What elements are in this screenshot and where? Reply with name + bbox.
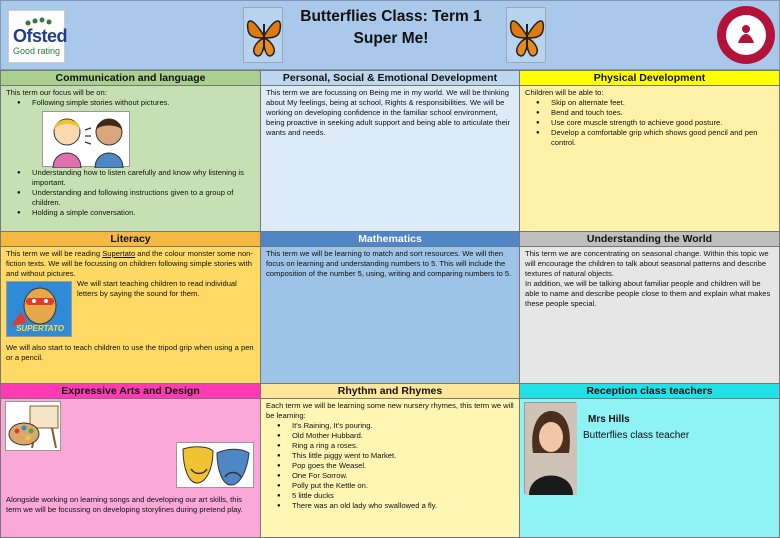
section-text-2: In addition, we will be talking about familiar people and children will be able to name and describe people close to them and explain what makes these people special. <box>525 279 771 308</box>
drama-masks-image <box>176 442 254 488</box>
section-title: Mathematics <box>261 232 519 247</box>
world-section <box>519 231 780 384</box>
list-item: ● Understanding and following instructions given to a group of children. <box>6 188 255 208</box>
drama-masks-icon <box>177 443 255 489</box>
section-title: Literacy <box>1 232 260 247</box>
section-text: Alongside working on learning songs and developing our art skills, this term we will be focussing on developing storylines during pretend play. <box>6 495 243 514</box>
list-item: ● Use core muscle strength to achieve good posture. <box>525 118 774 128</box>
arts-section <box>0 383 261 538</box>
maths-section <box>260 231 520 384</box>
section-text-1: This term we are concentrating on seasonal change. Within this topic we will encourage the children to talk about seasonal patterns and describe textures of natural objects. <box>525 249 769 278</box>
communication-section <box>0 70 261 232</box>
list-item: ● 5 little ducks <box>266 491 514 501</box>
teacher-photo <box>524 402 576 494</box>
butterfly-icon <box>507 8 547 64</box>
palette-easel-icon <box>6 402 62 452</box>
literacy-text-pre: This term we will be reading <box>6 249 103 258</box>
page-subtitle: Super Me! <box>353 30 429 47</box>
list-item: ● Holding a simple conversation. <box>6 208 255 218</box>
literacy-section <box>0 231 261 384</box>
section-title: Physical Development <box>520 71 779 86</box>
section-intro: This term our focus will be on: <box>6 88 107 97</box>
list-item: ● It's Raining, It's pouring. <box>266 421 514 431</box>
list-item: ● Following simple stories without pictures. <box>6 98 255 108</box>
book-title: Supertato <box>102 249 136 258</box>
section-title: Reception class teachers <box>520 384 779 399</box>
ofsted-name: Ofsted <box>13 26 68 46</box>
list-item: ● Bend and touch toes. <box>525 108 774 118</box>
list-item: ● There was an old lady who swallowed a fly. <box>266 501 514 511</box>
list-item: ● Understanding how to listen carefully and know why listening is important. <box>6 168 255 188</box>
list-item: ● Skip on alternate feet. <box>525 98 774 108</box>
art-palette-image <box>5 401 61 451</box>
section-text: This term we are focussing on Being me in my world. We will be thinking about My feelings, being at school, Rights & responsibilities. We will be working on developing confidence in the familiar school environment, being proactive in seeking adult support and being able to articulate their wants and needs. <box>266 88 511 137</box>
section-title: Expressive Arts and Design <box>1 384 260 399</box>
supertato-book-image <box>6 281 72 337</box>
list-item: ● Ring a ring a roses. <box>266 441 514 451</box>
teacher-name: Mrs Hills <box>588 414 630 425</box>
children-talking-image <box>42 111 130 167</box>
rhymes-section <box>260 383 520 538</box>
section-text: This term we will be learning to match and sort resources. We will then focus on learning and understanding numbers to 5. This will include the composition of the number 5, using, writing and comparing numbers to 5. <box>266 249 512 278</box>
list-item: ● Pop goes the Weasel. <box>266 461 514 471</box>
talking-children-icon <box>43 112 131 168</box>
list-item: ● Polly put the Kettle on. <box>266 481 514 491</box>
section-title: Rhythm and Rhymes <box>261 384 519 399</box>
header-banner <box>0 0 780 70</box>
school-crest-icon <box>716 5 776 65</box>
section-intro: Children will be able to: <box>525 88 604 97</box>
ofsted-rating: Good rating <box>13 46 61 56</box>
teacher-role: Butterflies class teacher <box>583 430 690 441</box>
page-title: Butterflies Class: Term 1 <box>300 8 482 25</box>
book-cover-title: SUPERTATO <box>16 324 64 333</box>
physical-section <box>519 70 780 232</box>
list-item: ● This little piggy went to Market. <box>266 451 514 461</box>
supertato-icon <box>7 282 73 328</box>
list-item: ● Develop a comfortable grip which shows good pencil and pen control. <box>525 128 774 148</box>
teacher-portrait-icon <box>525 403 577 495</box>
psed-section <box>260 70 520 232</box>
literacy-text-1 <box>6 249 255 279</box>
literacy-text-post: and the colour monster some non-fiction texts. We will be focussing on children following simple stories with and without pictures. <box>6 249 253 278</box>
section-title: Personal, Social & Emotional Development <box>261 71 519 86</box>
teachers-section <box>519 383 780 538</box>
butterfly-right-image <box>506 7 546 63</box>
literacy-text-2: We will start teaching children to read individual letters by saying the sound for them. <box>77 279 237 298</box>
literacy-text-3: We will also start to teach children to use the tripod grip when using a pen or a pencil. <box>6 343 254 362</box>
section-intro: Each term we will be learning some new nursery rhymes, this term we will be learning: <box>266 401 514 420</box>
section-title: Communication and language <box>1 71 260 86</box>
list-item: ● One For Sorrow. <box>266 471 514 481</box>
section-title: Understanding the World <box>520 232 779 247</box>
list-item: ● Old Mother Hubbard. <box>266 431 514 441</box>
